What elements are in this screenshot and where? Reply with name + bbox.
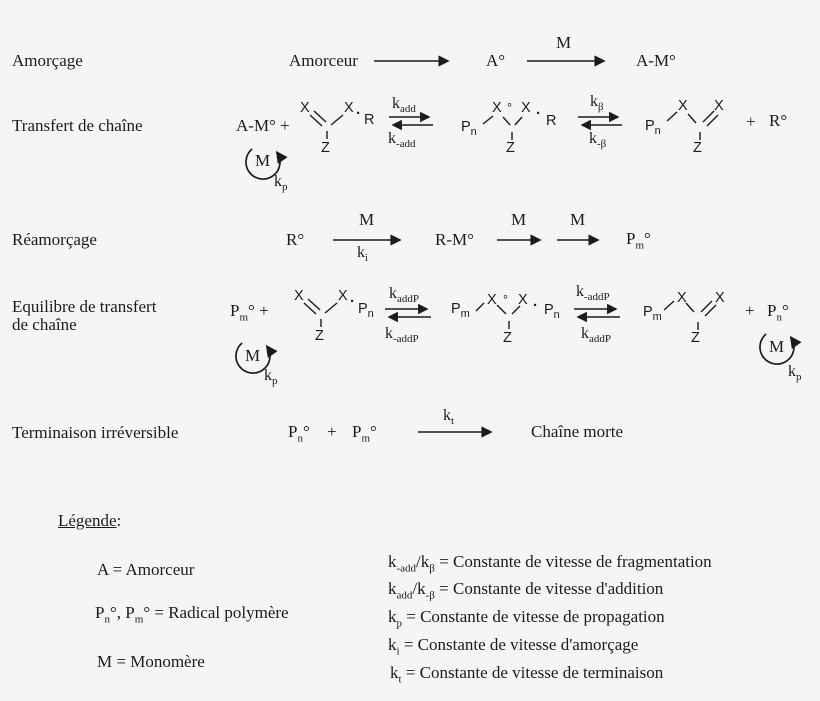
polymer-pn: $P_n$	[645, 118, 661, 137]
rate-k-minus-beta: $k_{-\beta}$	[589, 130, 607, 151]
legend-title: Légende:	[58, 511, 122, 530]
atom-x: X	[300, 100, 310, 116]
section-label-transfert: Transfert de chaîne	[12, 116, 143, 135]
section-label-terminaison: Terminaison irréversible	[12, 423, 179, 442]
rate-ki: $k_i$	[357, 244, 369, 265]
monomer-cycle-label-3: M	[769, 337, 785, 356]
atom-z: Z	[691, 330, 700, 346]
legend-p-definition: $P_n^\circ$, $P_m^\circ$ = Radical polymère	[95, 603, 289, 626]
bond-dot: ·	[350, 293, 355, 310]
species-pm-radical-plus: $P_m^\circ$ +	[230, 301, 269, 324]
polymer-pn: $P_n$	[358, 301, 374, 320]
atom-x: X	[487, 292, 497, 308]
legend-def-addition: $k_{add}/k_{-\beta}$ = Constante de vitesse d'addition	[388, 579, 664, 602]
species-r-radical-2: R°	[286, 230, 305, 249]
plus-sign: +	[745, 301, 755, 320]
monomer-cycle-label-1: M	[255, 151, 271, 170]
atom-z: Z	[693, 140, 702, 156]
polymer-pn: $P_n$	[461, 119, 477, 138]
section-label-equilibre-2: de chaîne	[12, 315, 77, 334]
atom-x: X	[518, 292, 528, 308]
rate-kt: $k_t$	[443, 407, 455, 428]
polymer-pm: $P_m$	[451, 301, 470, 320]
legend-def-terminaison: $k_t$ = Constante de vitesse de terminaison	[390, 663, 664, 686]
monomer-label-row3-2: M	[511, 210, 527, 229]
species-pn-radical: $P_n^\circ$	[767, 301, 789, 324]
species-pm-radical-2: $P_m^\circ$	[352, 422, 377, 445]
bond-dot: ·	[536, 105, 541, 122]
rate-k-minus-addP-f: $k_{-addP}$	[385, 325, 419, 346]
atom-x: X	[715, 290, 725, 306]
rate-kaddP-f: $k_{addP}$	[389, 285, 419, 306]
legend-a-definition: A = Amorceur	[97, 560, 195, 579]
rate-kbeta: $k_\beta$	[590, 93, 604, 114]
atom-z: Z	[321, 140, 330, 156]
rate-kp-3: $k_p$	[788, 363, 802, 384]
rate-kp-2: $k_p$	[264, 367, 278, 388]
rate-kp-1: $k_p$	[274, 173, 288, 194]
atom-z: Z	[503, 330, 512, 346]
legend-def-amorcage: $k_i$ = Constante de vitesse d'amorçage	[388, 635, 639, 658]
legend-def-fragmentation: $k_{-add}/k_\beta$ = Constante de vitesse de fragmentation	[388, 552, 712, 575]
atom-z: Z	[315, 328, 324, 344]
atom-x: X	[344, 100, 354, 116]
section-label-reamorcage: Réamorçage	[12, 230, 97, 249]
atom-x: X	[677, 290, 687, 306]
legend-def-propagation: $k_p$ = Constante de vitesse de propagation	[388, 607, 665, 630]
atom-x: X	[492, 100, 502, 116]
polymer-pn: $P_n$	[544, 302, 560, 321]
rate-kaddP-r: $k_{addP}$	[581, 325, 611, 346]
species-rm-radical: R-M°	[435, 230, 474, 249]
atom-r-group: R	[364, 112, 375, 128]
species-am-radical-plus: A-M° +	[236, 116, 290, 135]
atom-r-group: R	[546, 113, 557, 129]
atom-x: X	[714, 98, 724, 114]
atom-z: Z	[506, 140, 515, 156]
bond-dot: ·	[533, 297, 538, 314]
monomer-label-row1: M	[556, 33, 572, 52]
species-a-radical: A°	[486, 51, 506, 70]
rate-k-minus-addP-r: $k_{-addP}$	[576, 283, 610, 304]
polymer-pm: $P_m$	[643, 304, 662, 323]
atom-x: X	[678, 98, 688, 114]
monomer-cycle-label-2: M	[245, 346, 261, 365]
species-amorceur: Amorceur	[289, 51, 358, 70]
atom-x: X	[338, 288, 348, 304]
plus-sign: +	[746, 112, 756, 131]
species-r-radical: R°	[769, 111, 788, 130]
species-chaine-morte: Chaîne morte	[531, 422, 624, 441]
atom-x: X	[521, 100, 531, 116]
section-label-amorcage: Amorçage	[12, 51, 83, 70]
bond-dot: ·	[356, 105, 361, 122]
legend-m-definition: M = Monomère	[97, 652, 205, 671]
radical-mark: °	[503, 293, 508, 307]
species-am-radical: A-M°	[636, 51, 676, 70]
section-label-equilibre-1: Equilibre de transfert	[12, 297, 157, 316]
species-pn-radical-2: $P_n^\circ$	[288, 422, 310, 445]
monomer-label-row3-1: M	[359, 210, 375, 229]
monomer-label-row3-3: M	[570, 210, 586, 229]
radical-mark: °	[507, 101, 512, 115]
rate-kadd: $k_{add}$	[392, 95, 416, 116]
atom-x: X	[294, 288, 304, 304]
rate-k-minus-add: $k_{-add}$	[388, 130, 416, 151]
plus-sign: +	[327, 422, 337, 441]
species-pm-radical: $P_m^\circ$	[626, 229, 651, 252]
